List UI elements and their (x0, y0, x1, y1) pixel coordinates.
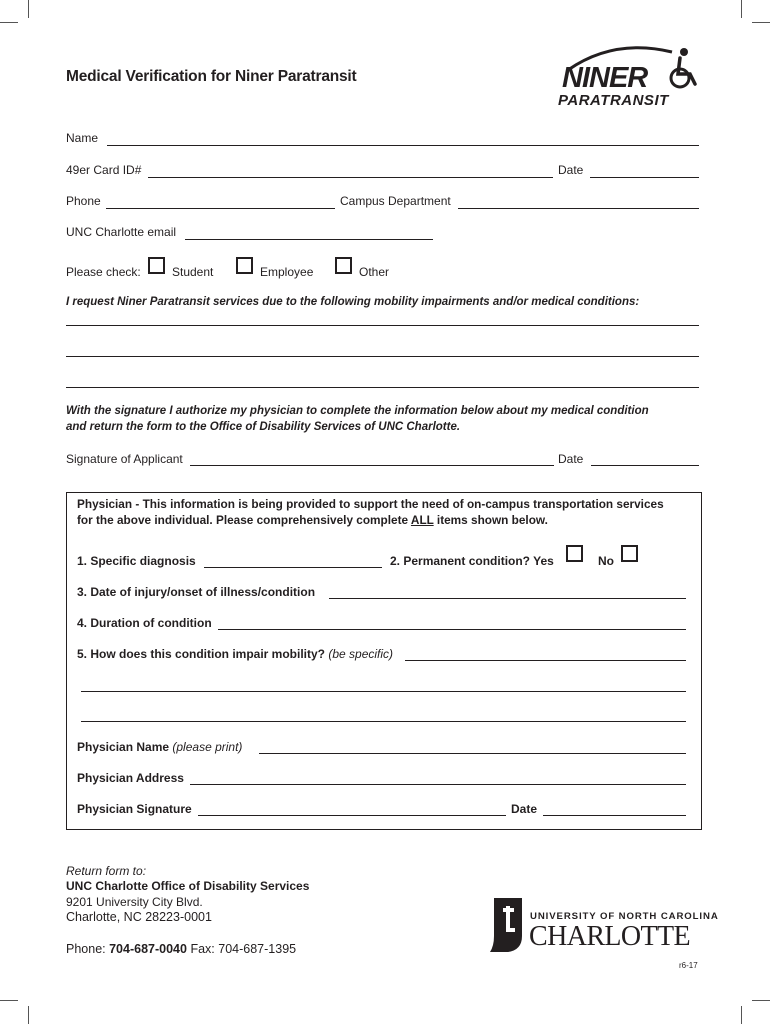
permanent-yes-checkbox[interactable] (566, 545, 583, 562)
specific-diagnosis-label: 1. Specific diagnosis (77, 554, 196, 568)
niner-logo-text: NINER (562, 62, 648, 94)
mobility-hint: (be specific) (328, 647, 394, 661)
physician-date-field[interactable] (543, 815, 686, 816)
permanent-condition-label: 2. Permanent condition? Yes (390, 554, 554, 568)
mobility-field-2[interactable] (81, 691, 686, 692)
signature-date-label: Date (558, 452, 584, 466)
applicant-signature-label: Signature of Applicant (66, 452, 183, 466)
applicant-signature-field[interactable] (190, 465, 554, 466)
crop-mark (741, 0, 742, 18)
return-phone-fax (66, 942, 296, 956)
crop-mark (741, 1006, 742, 1024)
page-title: Medical Verification for Niner Paratransit (66, 68, 357, 85)
physician-date-label: Date (511, 802, 538, 816)
impairment-line-1[interactable] (66, 325, 699, 326)
permanent-no-label: No (598, 554, 614, 568)
physician-name-field[interactable] (259, 753, 686, 754)
date-field[interactable] (590, 177, 699, 178)
phone-label: Phone (66, 194, 101, 208)
injury-date-label: 3. Date of injury/onset of illness/condition (77, 585, 316, 599)
charlotte-wordmark: CHARLOTTE (529, 921, 691, 952)
physician-name-label (77, 740, 242, 754)
other-option-label: Other (359, 265, 390, 279)
crop-mark (28, 1006, 29, 1024)
revision-code: r6-17 (679, 961, 698, 970)
please-check-label: Please check: (66, 265, 141, 279)
phone-number: 704-687-0040 (109, 942, 187, 956)
duration-field[interactable] (218, 629, 686, 630)
student-checkbox[interactable] (148, 257, 165, 274)
duration-label: 4. Duration of condition (77, 616, 212, 630)
specific-diagnosis-field[interactable] (204, 567, 382, 568)
physician-signature-field[interactable] (198, 815, 506, 816)
impairment-line-2[interactable] (66, 356, 699, 357)
unc-charlotte-logo (486, 896, 719, 954)
crown-shield-icon (486, 896, 526, 954)
card-id-label: 49er Card ID# (66, 163, 142, 177)
fax-number: 704-687-1395 (218, 942, 297, 956)
phone-field[interactable] (106, 208, 335, 209)
crop-mark (752, 22, 770, 23)
mobility-field-1[interactable] (405, 660, 686, 661)
mobility-question: 5. How does this condition impair mobility? (77, 647, 326, 661)
intro-text-end: items shown below. (433, 513, 548, 527)
physician-name-hint: (please print) (172, 740, 243, 754)
student-option-label: Student (172, 265, 214, 279)
physician-intro-line2 (77, 513, 548, 527)
physician-name-text: Physician Name (77, 740, 170, 754)
mobility-impairment-label (77, 647, 393, 661)
name-label: Name (66, 131, 99, 145)
permanent-no-checkbox[interactable] (621, 545, 638, 562)
authorization-text-line1: With the signature I authorize my physician to complete the information below about my medical condition (66, 405, 649, 417)
crop-mark (0, 1000, 18, 1001)
email-label: UNC Charlotte email (66, 225, 177, 239)
niner-paratransit-logo (554, 40, 704, 112)
crop-mark (752, 1000, 770, 1001)
phone-label-text: Phone: (66, 942, 106, 956)
crop-mark (28, 0, 29, 18)
card-id-field[interactable] (148, 177, 553, 178)
signature-date-field[interactable] (591, 465, 699, 466)
request-statement: I request Niner Paratransit services due to the following mobility impairments and/or medical conditions: (66, 296, 640, 308)
return-street: 9201 University City Blvd. (66, 895, 203, 909)
injury-date-field[interactable] (329, 598, 686, 599)
return-city: Charlotte, NC 28223-0001 (66, 910, 212, 924)
univ-name-line: UNIVERSITY OF NORTH CAROLINA (530, 911, 719, 922)
campus-department-label: Campus Department (340, 194, 451, 208)
authorization-text-line2: and return the form to the Office of Disability Services of UNC Charlotte. (66, 421, 461, 433)
physician-signature-label: Physician Signature (77, 802, 192, 816)
campus-department-field[interactable] (458, 208, 699, 209)
fax-label-text: Fax: (190, 942, 215, 956)
intro-all-emphasis: ALL (410, 513, 434, 527)
date-label: Date (558, 163, 584, 177)
physician-intro-line1: Physician - This information is being provided to support the need of on-campus transportation services (77, 497, 664, 511)
return-office: UNC Charlotte Office of Disability Services (66, 879, 310, 893)
employee-option-label: Employee (260, 265, 314, 279)
other-checkbox[interactable] (335, 257, 352, 274)
paratransit-logo-text: PARATRANSIT (558, 92, 669, 109)
physician-address-label: Physician Address (77, 771, 184, 785)
return-heading: Return form to: (66, 864, 147, 878)
mobility-field-3[interactable] (81, 721, 686, 722)
crop-mark (0, 22, 18, 23)
impairment-line-3[interactable] (66, 387, 699, 388)
physician-address-field[interactable] (190, 784, 686, 785)
employee-checkbox[interactable] (236, 257, 253, 274)
email-field[interactable] (185, 239, 433, 240)
intro-text: for the above individual. Please comprehensively complete (77, 513, 411, 527)
name-field[interactable] (107, 145, 699, 146)
